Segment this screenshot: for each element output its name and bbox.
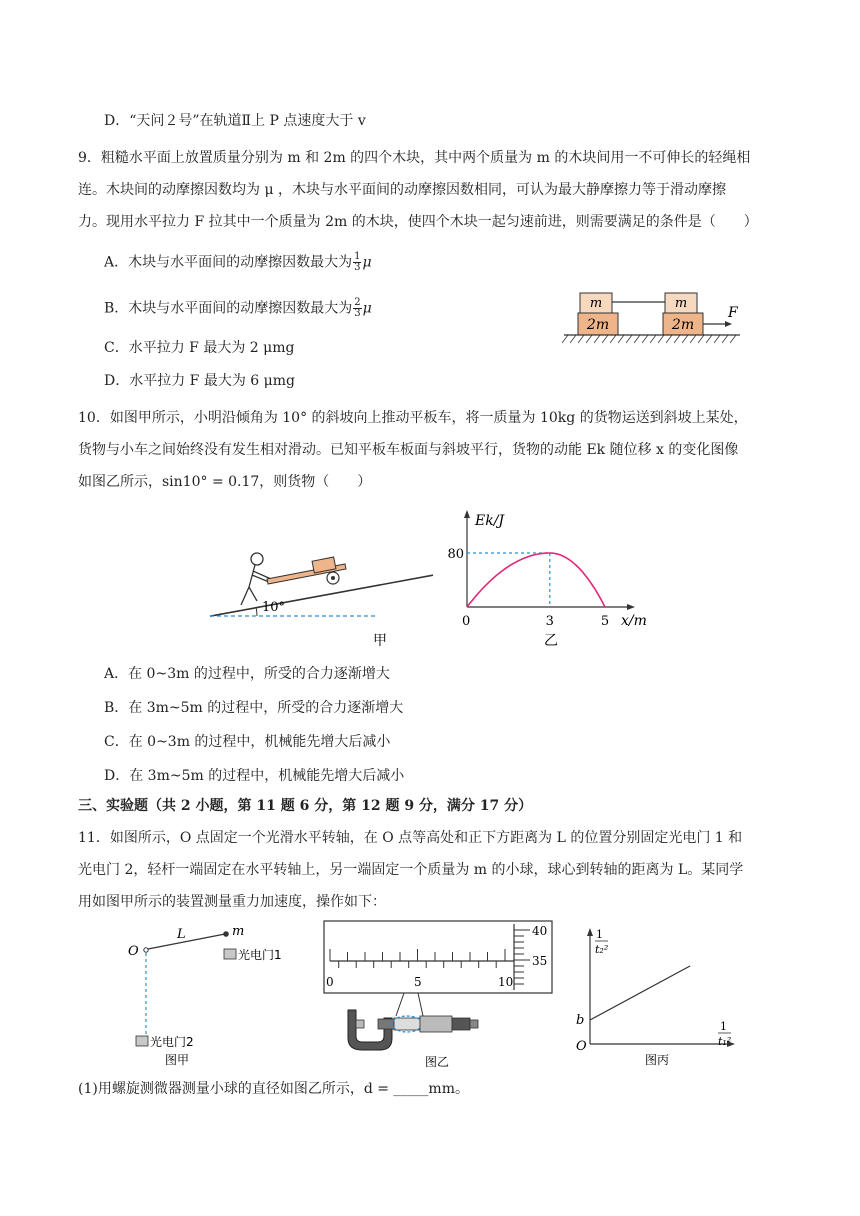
label-m-right: m xyxy=(674,296,688,311)
zoom-connector-left xyxy=(396,993,404,1016)
q11-figure-bing xyxy=(570,922,745,1072)
q9-option-a-suffix: μ xyxy=(362,254,372,271)
q9-option-c: C．水平拉力 F 最大为 2 μmg xyxy=(104,340,295,356)
q9-option-b-num: 2 xyxy=(354,297,361,308)
bing-y-num: 1 xyxy=(596,928,603,941)
label-2m-right: 2m xyxy=(671,317,695,333)
thimble-35: 35 xyxy=(532,954,548,968)
chart-x-tick-3: 3 xyxy=(545,614,554,629)
figure-jia-caption: 图甲 xyxy=(165,1053,190,1067)
force-arrowhead xyxy=(725,321,732,327)
main-scale-5: 5 xyxy=(414,975,422,989)
bing-line xyxy=(590,966,690,1020)
q9-stem-line-3: 力。现用水平拉力 F 拉其中一个质量为 2m 的木块，使四个木块一起匀速前进，则需要满足的条件是（ ） xyxy=(78,214,758,230)
ground-hatch xyxy=(562,335,736,343)
q9-option-a-fraction xyxy=(353,252,361,273)
chart-origin-label: 0 xyxy=(462,614,471,629)
label-m-left: m xyxy=(589,296,603,311)
q11-stem-line-3: 用如图甲所示的装置测量重力加速度，操作如下： xyxy=(78,894,386,910)
figure-yi-caption: 图乙 xyxy=(425,1055,450,1069)
zoom-connector-right xyxy=(418,993,423,1016)
q9-option-a-prefix: A．木块与水平面间的动摩擦因数最大为 xyxy=(104,254,353,271)
bing-label-b: b xyxy=(576,1013,585,1028)
chart-xlabel: x/m xyxy=(621,613,647,629)
main-scale-10: 10 xyxy=(498,975,514,989)
angle-label: 10° xyxy=(262,600,286,615)
chart-series-line xyxy=(467,553,605,607)
q10-figure-jia xyxy=(205,545,440,650)
q9-option-b-prefix: B．木块与水平面间的动摩擦因数最大为 xyxy=(104,300,353,317)
bing-label-O: O xyxy=(576,1039,587,1054)
q9-stem-line-2: 连。木块间的动摩擦因数均为 μ ，木块与水平面间的动摩擦因数相同，可认为最大静摩擦力等于滑动摩擦 xyxy=(78,182,726,198)
section-3-heading: 三、实验题（共 2 小题，第 11 题 6 分，第 12 题 9 分，满分 17 分） xyxy=(78,798,533,814)
q10-chart-yi xyxy=(445,505,660,650)
label-gate-2: 光电门2 xyxy=(150,1035,194,1049)
cart-wheel-hub xyxy=(331,576,335,580)
label-force: F xyxy=(728,305,738,321)
zoom-box xyxy=(324,921,552,993)
q9-option-a xyxy=(104,252,372,273)
label-gate-1: 光电门1 xyxy=(238,948,282,962)
q9-option-b xyxy=(104,298,372,319)
q9-option-a-den: 3 xyxy=(354,262,361,273)
q11-figure-jia xyxy=(125,922,300,1072)
figure-bing-caption: 图丙 xyxy=(645,1053,670,1067)
chart-x-tick-5: 5 xyxy=(600,614,610,629)
q10-option-c: C．在 0~3m 的过程中，机械能先增大后减小 xyxy=(104,734,391,750)
q11-part-1: (1)用螺旋测微器测量小球的直径如图乙所示，d = _____mm。 xyxy=(78,1081,469,1097)
chart-y-tick-80: 80 xyxy=(447,547,464,562)
bing-y-axis-arrow xyxy=(587,928,593,936)
bing-x-num: 1 xyxy=(720,1020,727,1033)
chart-x-axis-arrow xyxy=(627,604,635,610)
q10-option-b: B．在 3m~5m 的过程中，所受的合力逐渐增大 xyxy=(104,700,404,716)
main-scale-0: 0 xyxy=(326,975,334,989)
figure-jia-caption: 甲 xyxy=(373,633,387,649)
q10-stem-line-3: 如图乙所示，sin10° = 0.17，则货物（ ） xyxy=(78,474,372,490)
label-O: O xyxy=(128,944,139,959)
label-m: m xyxy=(232,924,245,939)
gate-2-icon xyxy=(136,1036,148,1046)
chart-caption: 乙 xyxy=(544,633,558,649)
q10-option-a: A．在 0~3m 的过程中，所受的合力逐渐增大 xyxy=(104,666,390,682)
q8-option-d: D．“天问２号”在轨道Ⅱ上 P 点速度大于 v xyxy=(104,113,366,129)
light-rod xyxy=(148,934,225,949)
q9-option-d: D．水平拉力 F 最大为 6 μmg xyxy=(104,373,295,389)
micrometer-icon xyxy=(348,1010,478,1050)
label-2m-left: 2m xyxy=(586,317,610,333)
q11-stem-line-1: 11．如图所示，O 点固定一个光滑水平转轴，在 O 点等高处和正下方距离为 L 的位置分别固定光电门 1 和 xyxy=(78,830,743,846)
q9-option-b-fraction xyxy=(353,298,361,319)
gate-1-icon xyxy=(224,949,236,959)
label-L: L xyxy=(177,927,186,942)
ball xyxy=(223,931,229,937)
q11-figure-yi-micrometer xyxy=(318,918,563,1070)
slope-line xyxy=(210,575,433,616)
chart-y-axis-arrow xyxy=(464,510,470,518)
q11-stem-line-2: 光电门 2，轻杆一端固定在水平转轴上，另一端固定一个质量为 m 的小球，球心到转轴的距离为 L。某同学 xyxy=(78,862,744,878)
q10-stem-line-1: 10．如图甲所示，小明沿倾角为 10° 的斜坡向上推动平板车，将一质量为 10kg 的货物运送到斜坡上某处， xyxy=(78,410,748,426)
q10-stem-line-2: 货物与小车之间始终没有发生相对滑动。已知平板车板面与斜坡平行，货物的动能 Ek 随位移 x 的变化图像 xyxy=(78,442,739,458)
q9-option-b-suffix: μ xyxy=(362,300,372,317)
thimble-40: 40 xyxy=(532,924,548,938)
q9-option-a-num: 1 xyxy=(354,251,361,262)
chart-ylabel: Ek/J xyxy=(475,513,505,529)
q9-blocks-figure xyxy=(560,290,750,352)
q9-stem-line-1: 9．粗糙水平面上放置质量分别为 m 和 2m 的四个木块，其中两个质量为 m 的木块间用一不可伸长的轻绳相 xyxy=(78,150,751,166)
pivot-O xyxy=(144,948,148,952)
bing-y-den: t₂² xyxy=(595,943,609,956)
q9-option-b-den: 3 xyxy=(354,308,361,319)
q10-option-d: D．在 3m~5m 的过程中，机械能先增大后减小 xyxy=(104,768,405,784)
bing-x-den: t₁² xyxy=(718,1035,732,1048)
